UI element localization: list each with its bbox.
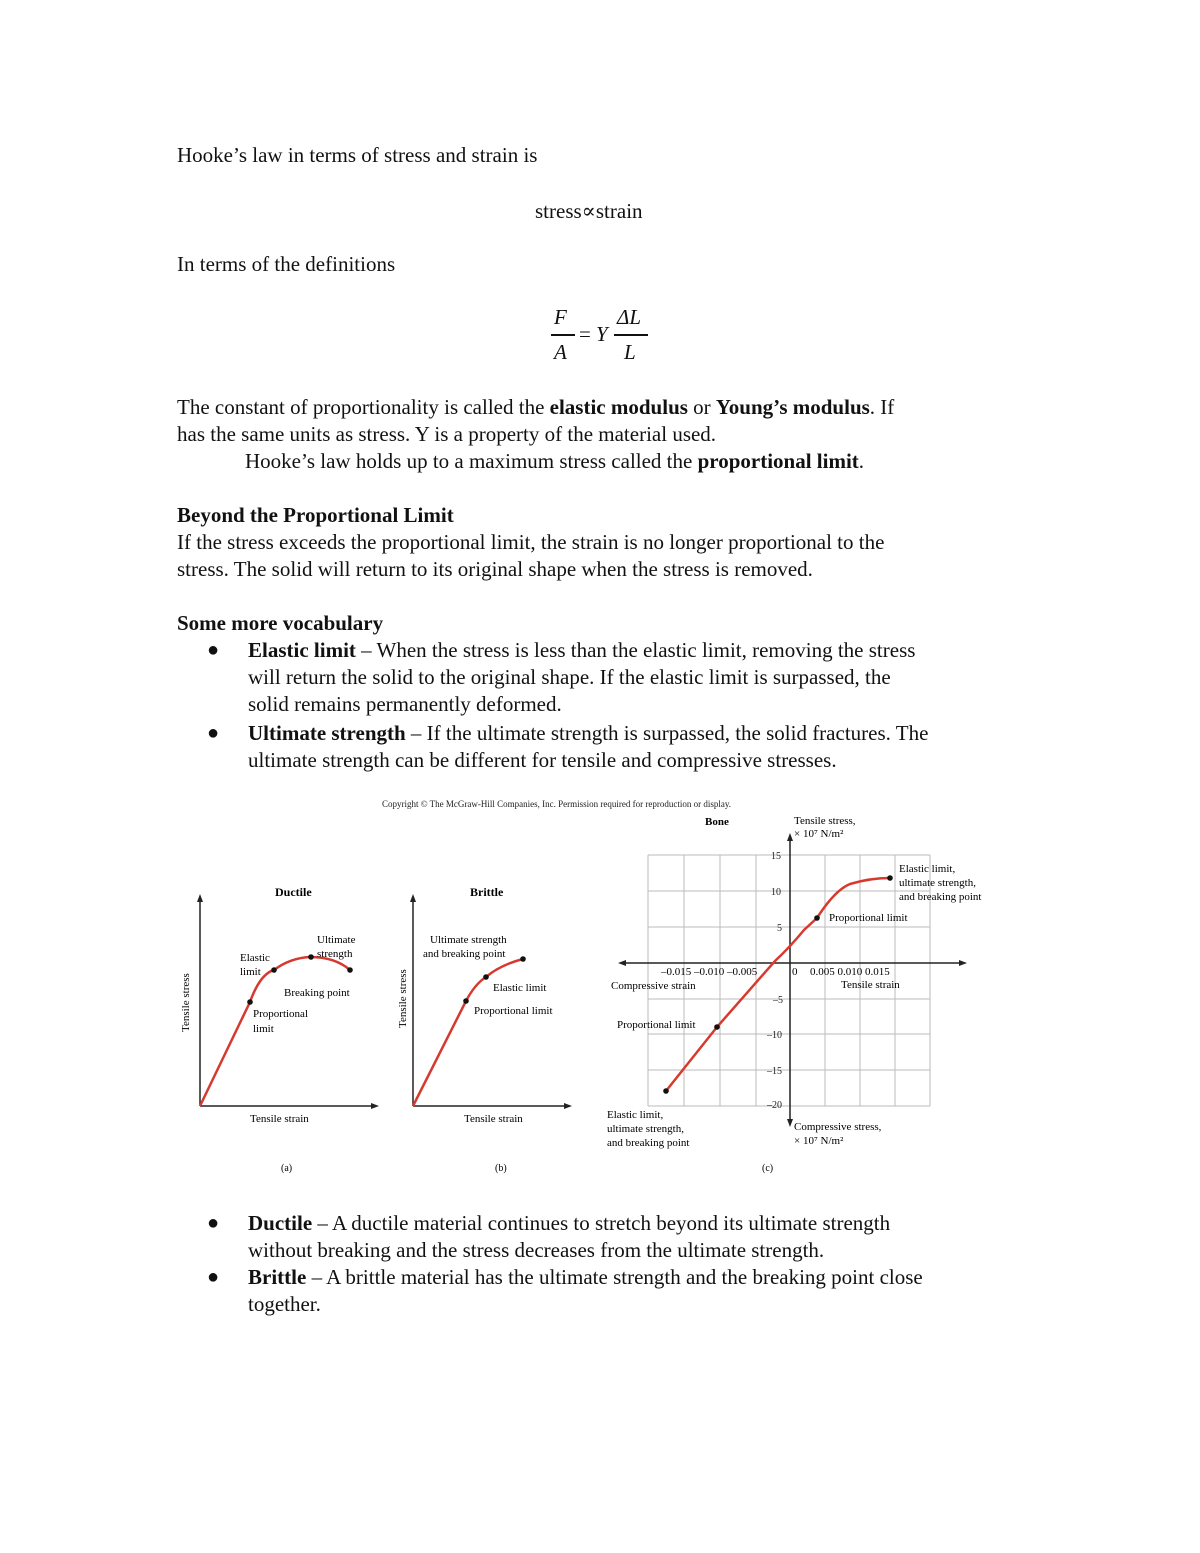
ductile-line-2: without breaking and the stress decreases from the ultimate strength. bbox=[248, 1238, 825, 1262]
bone-top-label-1: Elastic limit, bbox=[899, 863, 956, 875]
ductile-chart bbox=[180, 885, 379, 1174]
eq-F: F bbox=[554, 305, 567, 329]
bone-compressive-break-point bbox=[663, 1088, 669, 1094]
modulus-line-3: Hooke’s law holds up to a maximum stress called the proportional limit. bbox=[245, 449, 865, 473]
ductile-ultimate-point bbox=[308, 954, 314, 960]
ductile-x-arrow-icon bbox=[371, 1103, 379, 1109]
bone-x-label-negative: Compressive strain bbox=[611, 980, 696, 992]
bone-proportional-positive-label: Proportional limit bbox=[829, 912, 908, 924]
ductile-line-1: Ductile – A ductile material continues to stretch beyond its ultimate strength bbox=[248, 1211, 891, 1235]
ultimate-strength-line-2: ultimate strength can be different for tensile and compressive stresses. bbox=[248, 748, 837, 772]
brittle-ultimate-label-1: Ultimate strength bbox=[430, 934, 507, 946]
bone-x-arrow-left-icon bbox=[618, 960, 626, 966]
beyond-heading: Beyond the Proportional Limit bbox=[177, 503, 454, 527]
bone-y-tick: –15 bbox=[767, 1066, 782, 1077]
brittle-ultimate-label-2: and breaking point bbox=[423, 948, 506, 960]
bone-y-tick: 5 bbox=[777, 923, 782, 934]
brittle-proportional-point bbox=[463, 998, 469, 1004]
bone-y-tick: 10 bbox=[771, 887, 781, 898]
ductile-breaking-point bbox=[347, 967, 353, 973]
bone-x-label-positive: Tensile strain bbox=[841, 979, 900, 991]
bone-title: Bone bbox=[705, 816, 729, 828]
ductile-proportional-point bbox=[247, 999, 253, 1005]
ductile-caption: (a) bbox=[281, 1163, 293, 1174]
bone-tensile-break-point bbox=[887, 875, 893, 881]
proportionality-equation: stress∝strain bbox=[535, 199, 643, 223]
ductile-y-arrow-icon bbox=[197, 894, 203, 902]
brittle-x-label: Tensile strain bbox=[464, 1113, 523, 1125]
bone-x-tick-zero: 0 bbox=[792, 966, 798, 978]
eq-fraction-bar-right bbox=[614, 334, 648, 336]
bone-tensile-proportional-point bbox=[814, 915, 820, 921]
modulus-line-1: The constant of proportionality is called the elastic modulus or Young’s modulus. If bbox=[177, 395, 895, 419]
bone-x-ticks-positive: 0.005 0.010 0.015 bbox=[810, 966, 890, 978]
brittle-proportional-label: Proportional limit bbox=[474, 1005, 553, 1017]
ductile-breaking-label: Breaking point bbox=[284, 987, 350, 999]
bone-bottom-label-1: Elastic limit, bbox=[607, 1109, 664, 1121]
bone-y-ticks bbox=[766, 851, 783, 1111]
eq-equals: = bbox=[579, 322, 591, 346]
bone-y-tick: –10 bbox=[767, 1030, 782, 1041]
stress-strain-figure bbox=[170, 790, 1030, 1190]
beyond-line-2: stress. The solid will return to its original shape when the stress is removed. bbox=[177, 557, 813, 581]
bone-y-neg-label-2: × 10⁷ N/m² bbox=[794, 1135, 844, 1147]
brittle-title: Brittle bbox=[470, 885, 504, 899]
bone-x-arrow-right-icon bbox=[959, 960, 967, 966]
elastic-limit-line-2: will return the solid to the original shape. If the elastic limit is surpassed, the bbox=[248, 665, 891, 689]
bone-bottom-label-3: and breaking point bbox=[607, 1137, 690, 1149]
bone-y-tick: 15 bbox=[771, 851, 781, 862]
eq-delta-L: ΔL bbox=[617, 305, 642, 329]
brittle-y-label: Tensile stress bbox=[397, 969, 409, 1028]
brittle-x-arrow-icon bbox=[564, 1103, 572, 1109]
bone-proportional-negative-label: Proportional limit bbox=[617, 1019, 696, 1031]
intro-line: Hooke’s law in terms of stress and strain is bbox=[177, 143, 538, 167]
eq-L: L bbox=[624, 340, 636, 364]
brittle-elastic-point bbox=[483, 974, 489, 980]
ductile-elastic-label-2: limit bbox=[240, 966, 261, 978]
bone-compressive-proportional-point bbox=[714, 1024, 720, 1030]
bullet-icon: ● bbox=[207, 1266, 220, 1288]
brittle-line-1: Brittle – A brittle material has the ultimate strength and the breaking point close bbox=[248, 1265, 923, 1289]
ductile-curve bbox=[200, 957, 350, 1106]
bone-x-ticks-negative: –0.015 –0.010 –0.005 bbox=[661, 966, 758, 978]
modulus-line-2: has the same units as stress. Y is a property of the material used. bbox=[177, 422, 717, 446]
bone-caption: (c) bbox=[762, 1163, 774, 1174]
bone-y-tick: –20 bbox=[767, 1100, 782, 1111]
ductile-y-label: Tensile stress bbox=[180, 973, 192, 1032]
elastic-limit-line-3: solid remains permanently deformed. bbox=[248, 692, 562, 716]
bone-y-tick: –5 bbox=[773, 995, 783, 1006]
ductile-proportional-label-1: Proportional bbox=[253, 1008, 308, 1020]
ductile-elastic-point bbox=[271, 967, 277, 973]
bone-bottom-label-2: ultimate strength, bbox=[607, 1123, 684, 1135]
bone-y-label-1: Tensile stress, bbox=[794, 815, 856, 827]
brittle-elastic-label: Elastic limit bbox=[493, 982, 547, 994]
brittle-line-2: together. bbox=[248, 1292, 321, 1316]
eq-Y: Y bbox=[596, 322, 608, 346]
bullet-icon: ● bbox=[207, 722, 220, 744]
brittle-caption: (b) bbox=[495, 1163, 507, 1174]
bone-y-arrow-down-icon bbox=[787, 1119, 793, 1127]
ductile-title: Ductile bbox=[275, 885, 312, 899]
bone-top-label-2: ultimate strength, bbox=[899, 877, 976, 889]
elastic-limit-line-1: Elastic limit – When the stress is less than the elastic limit, removing the stress bbox=[248, 638, 916, 662]
ductile-elastic-label-1: Elastic bbox=[240, 952, 270, 964]
brittle-y-arrow-icon bbox=[410, 894, 416, 902]
brittle-chart bbox=[397, 885, 572, 1174]
vocab-heading: Some more vocabulary bbox=[177, 611, 384, 635]
bone-y-neg-label-1: Compressive stress, bbox=[794, 1121, 882, 1133]
eq-fraction-bar-left bbox=[551, 334, 575, 336]
bullet-icon: ● bbox=[207, 1212, 220, 1234]
ductile-ultimate-label-2: strength bbox=[317, 948, 353, 960]
ductile-proportional-label-2: limit bbox=[253, 1023, 274, 1035]
beyond-line-1: If the stress exceeds the proportional limit, the strain is no longer proportional to the bbox=[177, 530, 885, 554]
bone-chart bbox=[607, 815, 981, 1174]
ductile-ultimate-label-1: Ultimate bbox=[317, 934, 356, 946]
definitions-line: In terms of the definitions bbox=[177, 252, 396, 276]
bone-y-arrow-up-icon bbox=[787, 833, 793, 841]
copyright-text: Copyright © The McGraw-Hill Companies, Inc. Permission required for reproduction or display. bbox=[382, 799, 732, 809]
ultimate-strength-line-1: Ultimate strength – If the ultimate strength is surpassed, the solid fractures. The bbox=[248, 721, 929, 745]
bone-y-label-2: × 10⁷ N/m² bbox=[794, 828, 844, 840]
bone-top-label-3: and breaking point bbox=[899, 891, 982, 903]
bullet-icon: ● bbox=[207, 639, 220, 661]
ductile-x-label: Tensile strain bbox=[250, 1113, 309, 1125]
brittle-ultimate-point bbox=[520, 956, 526, 962]
eq-A: A bbox=[554, 340, 567, 364]
